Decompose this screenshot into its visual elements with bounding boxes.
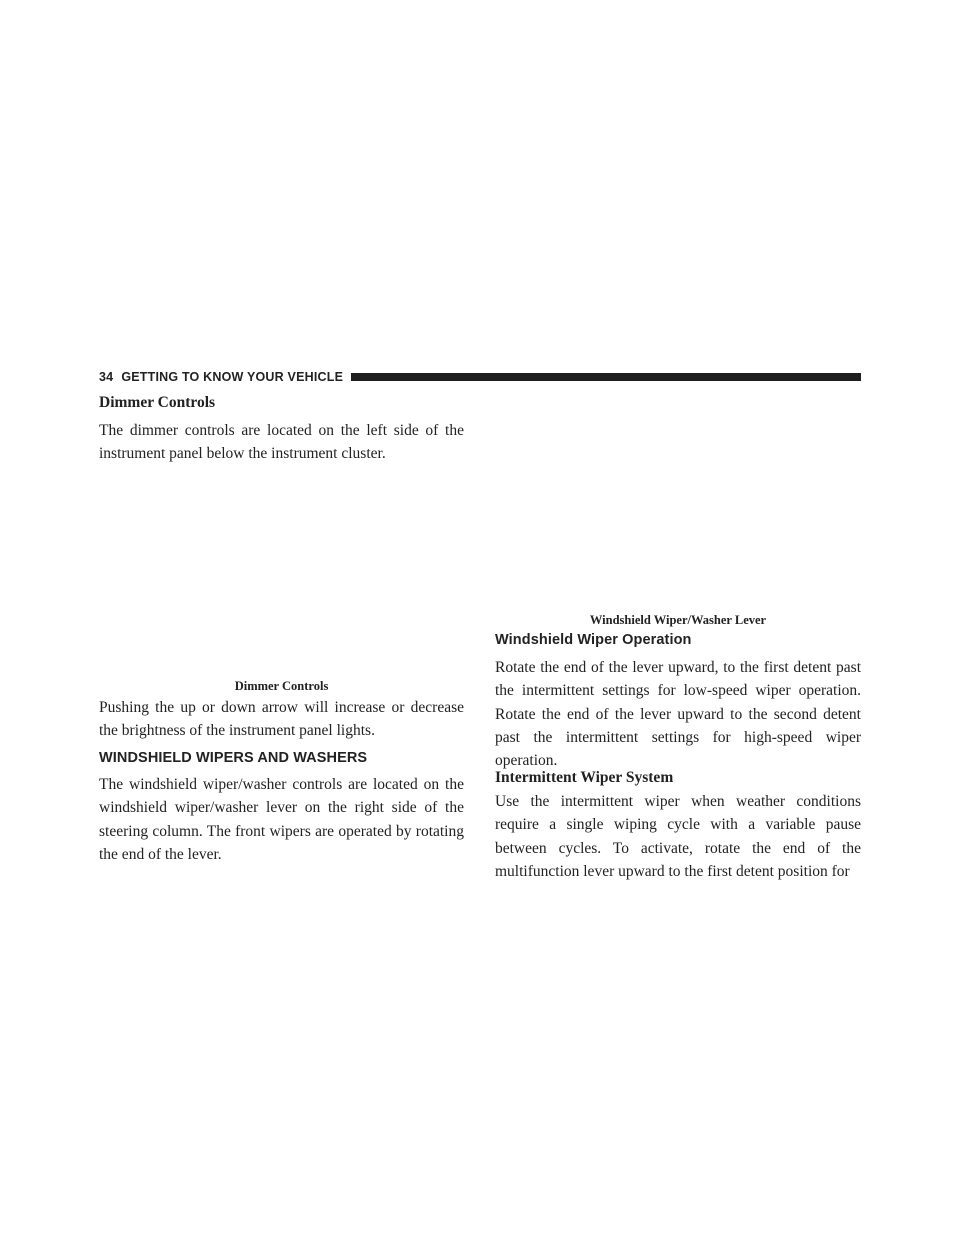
section-title: GETTING TO KNOW YOUR VEHICLE xyxy=(121,370,344,384)
running-header xyxy=(99,369,861,385)
dimmer-brightness-paragraph: Pushing the up or down arrow will increase or decrease the brightness of the instrument panel lights. xyxy=(99,699,464,740)
wiper-lever-caption: Windshield Wiper/Washer Lever xyxy=(589,613,767,627)
dimmer-controls-heading: Dimmer Controls xyxy=(99,394,216,411)
dimmer-controls-caption: Dimmer Controls xyxy=(234,679,329,693)
dimmer-controls-figure xyxy=(99,470,464,674)
dimmer-controls-paragraph: The dimmer controls are located on the left side of the instrument panel below the instrument cluster. xyxy=(99,422,464,463)
intermittent-wiper-heading: Intermittent Wiper System xyxy=(495,769,674,786)
header-rule xyxy=(351,373,861,381)
wipers-washers-paragraph: The windshield wiper/washer controls are located on the windshield wiper/washer lever on the right side of the steering column. The front wipers are operated by rotating the end of the lever. xyxy=(99,776,464,863)
wiper-operation-paragraph: Rotate the end of the lever upward, to the first detent past the intermittent settings for low-speed wiper operation. Rotate the end of the lever upward to the second detent past the intermittent settings for high-speed wiper operation. xyxy=(495,659,861,770)
wiper-operation-heading: Windshield Wiper Operation xyxy=(495,632,692,648)
intermittent-wiper-paragraph: Use the intermittent wiper when weather conditions require a single wiping cycle with a variable pause between cycles. To activate, rotate the end of the multifunction lever upward to the first detent position for xyxy=(495,793,861,880)
wipers-washers-heading: WINDSHIELD WIPERS AND WASHERS xyxy=(99,750,368,766)
wiper-lever-figure xyxy=(495,393,861,607)
page-number: 34 xyxy=(99,370,114,384)
